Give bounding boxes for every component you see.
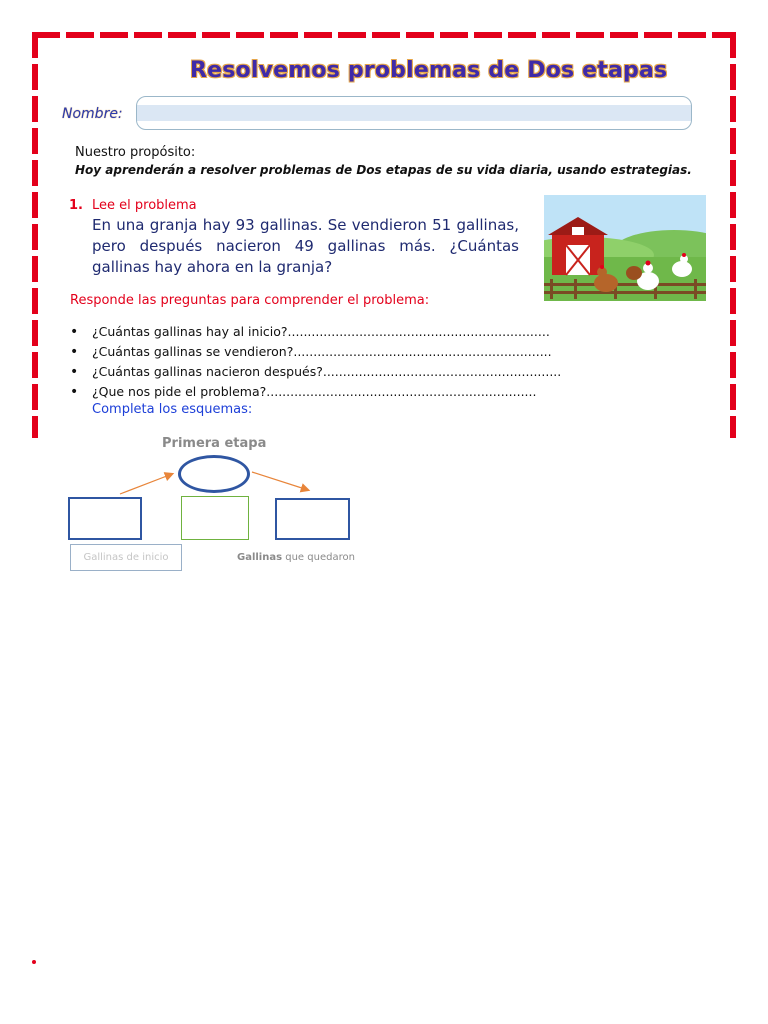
questions-intro: Responde las preguntas para comprender el problema: <box>70 293 430 308</box>
page-title: Resolvemos problemas de Dos etapas <box>190 58 668 83</box>
list-item: • ¿Cuántas gallinas se vendieron?................................................................. <box>70 342 561 362</box>
end-label <box>237 552 355 563</box>
farm-image <box>544 195 706 301</box>
name-field[interactable] <box>136 96 692 130</box>
result-box[interactable] <box>275 498 350 540</box>
arrow-right <box>252 472 308 490</box>
list-item: • ¿Cuántas gallinas nacieron después?............................................................ <box>70 362 561 382</box>
end-label-rest: que quedaron <box>282 552 355 563</box>
start-label: Gallinas de inicio <box>70 544 182 571</box>
question-list <box>70 322 561 402</box>
end-label-bold: Gallinas <box>237 552 283 563</box>
purpose-text: Hoy aprenderán a resolver problemas de Dos etapas de su vida diaria, usando estrategias. <box>75 163 692 177</box>
stage-label: Primera etapa <box>162 436 267 451</box>
arrow-left <box>120 474 172 494</box>
name-label: Nombre: <box>62 106 123 122</box>
middle-box[interactable] <box>181 496 249 540</box>
purpose-label: Nuestro propósito: <box>75 145 196 160</box>
start-box[interactable] <box>68 497 142 540</box>
decorative-dot <box>32 960 36 964</box>
border-top <box>32 32 736 38</box>
list-item: • ¿Que nos pide el problema?.................................................................... <box>70 382 561 402</box>
border-left <box>32 32 38 438</box>
farm-barn-chickens-illustration <box>544 195 706 301</box>
list-item: • ¿Cuántas gallinas hay al inicio?.................................................................. <box>70 322 561 342</box>
problem-heading: Lee el problema <box>92 198 197 213</box>
complete-schemes-label: Completa los esquemas: <box>92 402 253 417</box>
problem-statement: En una granja hay 93 gallinas. Se vendieron 51 gallinas, pero después nacieron 49 gallinas más. ¿Cuántas gallinas hay ahora en la granja? <box>92 216 519 276</box>
problem-number: 1. <box>69 198 83 213</box>
border-right <box>730 32 736 438</box>
